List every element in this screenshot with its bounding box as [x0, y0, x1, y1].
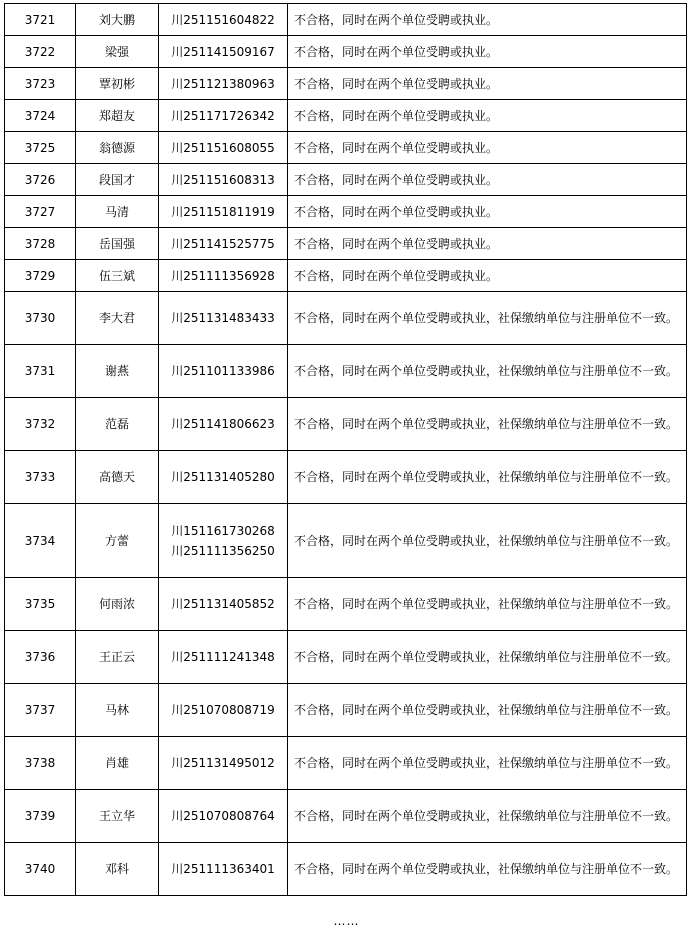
registration-number: 川251070808719: [159, 684, 288, 737]
row-number: 3737: [5, 684, 76, 737]
review-result: 不合格，同时在两个单位受聘或执业。: [288, 260, 687, 292]
registration-number: 川251151604822: [159, 4, 288, 36]
row-number: 3738: [5, 737, 76, 790]
row-number: 3727: [5, 196, 76, 228]
person-name: 邓科: [76, 843, 159, 896]
review-result: 不合格，同时在两个单位受聘或执业，社保缴纳单位与注册单位不一致。: [288, 504, 687, 578]
table-row: [5, 398, 687, 451]
person-name: 伍三斌: [76, 260, 159, 292]
review-result: 不合格，同时在两个单位受聘或执业，社保缴纳单位与注册单位不一致。: [288, 451, 687, 504]
row-number: 3736: [5, 631, 76, 684]
row-number: 3739: [5, 790, 76, 843]
table-row: [5, 228, 687, 260]
registration-number: 川251111363401: [159, 843, 288, 896]
row-number: 3726: [5, 164, 76, 196]
table-row: [5, 843, 687, 896]
row-number: 3740: [5, 843, 76, 896]
review-result: 不合格，同时在两个单位受聘或执业。: [288, 68, 687, 100]
review-result: 不合格，同时在两个单位受聘或执业，社保缴纳单位与注册单位不一致。: [288, 292, 687, 345]
table-row: [5, 345, 687, 398]
review-result: 不合格，同时在两个单位受聘或执业，社保缴纳单位与注册单位不一致。: [288, 578, 687, 631]
row-number: 3723: [5, 68, 76, 100]
row-number: 3732: [5, 398, 76, 451]
row-number: 3725: [5, 132, 76, 164]
table-row: [5, 36, 687, 68]
registration-number: 川251131483433: [159, 292, 288, 345]
review-result: 不合格，同时在两个单位受聘或执业，社保缴纳单位与注册单位不一致。: [288, 790, 687, 843]
registration-number: 川251111241348: [159, 631, 288, 684]
review-result: 不合格，同时在两个单位受聘或执业，社保缴纳单位与注册单位不一致。: [288, 737, 687, 790]
row-number: 3731: [5, 345, 76, 398]
person-name: 覃初彬: [76, 68, 159, 100]
review-result: 不合格，同时在两个单位受聘或执业。: [288, 196, 687, 228]
person-name: 马清: [76, 196, 159, 228]
table-row: [5, 100, 687, 132]
review-result: 不合格，同时在两个单位受聘或执业，社保缴纳单位与注册单位不一致。: [288, 398, 687, 451]
registration-number: 川251151608313: [159, 164, 288, 196]
table-row: [5, 790, 687, 843]
registration-number: 川151161730268 川251111356250: [159, 504, 288, 578]
table-row: [5, 4, 687, 36]
review-result: 不合格，同时在两个单位受聘或执业，社保缴纳单位与注册单位不一致。: [288, 684, 687, 737]
registration-number: 川251131495012: [159, 737, 288, 790]
person-name: 方蕾: [76, 504, 159, 578]
review-result: 不合格，同时在两个单位受聘或执业。: [288, 4, 687, 36]
registration-number: 川251131405852: [159, 578, 288, 631]
table-row: [5, 504, 687, 578]
table-row: [5, 132, 687, 164]
person-name: 李大君: [76, 292, 159, 345]
review-result: 不合格，同时在两个单位受聘或执业，社保缴纳单位与注册单位不一致。: [288, 345, 687, 398]
table-row: [5, 451, 687, 504]
table-row: [5, 737, 687, 790]
registration-number: 川251141509167: [159, 36, 288, 68]
results-table: [4, 3, 687, 896]
review-result: 不合格，同时在两个单位受聘或执业。: [288, 164, 687, 196]
review-result: 不合格，同时在两个单位受聘或执业。: [288, 100, 687, 132]
registration-number: 川251151811919: [159, 196, 288, 228]
person-name: 段国才: [76, 164, 159, 196]
row-number: 3722: [5, 36, 76, 68]
table-row: [5, 260, 687, 292]
row-number: 3721: [5, 4, 76, 36]
row-number: 3730: [5, 292, 76, 345]
registration-number: 川251151608055: [159, 132, 288, 164]
person-name: 王立华: [76, 790, 159, 843]
registration-number: 川251141806623: [159, 398, 288, 451]
person-name: 郑超友: [76, 100, 159, 132]
registration-number: 川251141525775: [159, 228, 288, 260]
table-row: [5, 631, 687, 684]
registration-number: 川251111356928: [159, 260, 288, 292]
registration-number: 川251131405280: [159, 451, 288, 504]
table-row: [5, 68, 687, 100]
registration-number: 川251101133986: [159, 345, 288, 398]
review-result: 不合格，同时在两个单位受聘或执业，社保缴纳单位与注册单位不一致。: [288, 843, 687, 896]
person-name: 肖雄: [76, 737, 159, 790]
registration-number: 川251121380963: [159, 68, 288, 100]
row-number: 3728: [5, 228, 76, 260]
person-name: 马林: [76, 684, 159, 737]
table-row: [5, 196, 687, 228]
review-result: 不合格，同时在两个单位受聘或执业，社保缴纳单位与注册单位不一致。: [288, 631, 687, 684]
person-name: 高德天: [76, 451, 159, 504]
row-number: 3735: [5, 578, 76, 631]
table-row: [5, 578, 687, 631]
person-name: 翁德源: [76, 132, 159, 164]
table-row: [5, 164, 687, 196]
person-name: 谢燕: [76, 345, 159, 398]
person-name: 梁强: [76, 36, 159, 68]
row-number: 3733: [5, 451, 76, 504]
registration-number: 川251070808764: [159, 790, 288, 843]
person-name: 何雨浓: [76, 578, 159, 631]
table-row: [5, 292, 687, 345]
row-number: 3729: [5, 260, 76, 292]
continuation-ellipsis: ……: [333, 914, 360, 928]
person-name: 刘大鹏: [76, 4, 159, 36]
row-number: 3724: [5, 100, 76, 132]
review-result: 不合格，同时在两个单位受聘或执业。: [288, 132, 687, 164]
table-row: [5, 684, 687, 737]
registration-number: 川251171726342: [159, 100, 288, 132]
person-name: 岳国强: [76, 228, 159, 260]
row-number: 3734: [5, 504, 76, 578]
person-name: 范磊: [76, 398, 159, 451]
review-result: 不合格，同时在两个单位受聘或执业。: [288, 228, 687, 260]
review-result: 不合格，同时在两个单位受聘或执业。: [288, 36, 687, 68]
person-name: 王正云: [76, 631, 159, 684]
